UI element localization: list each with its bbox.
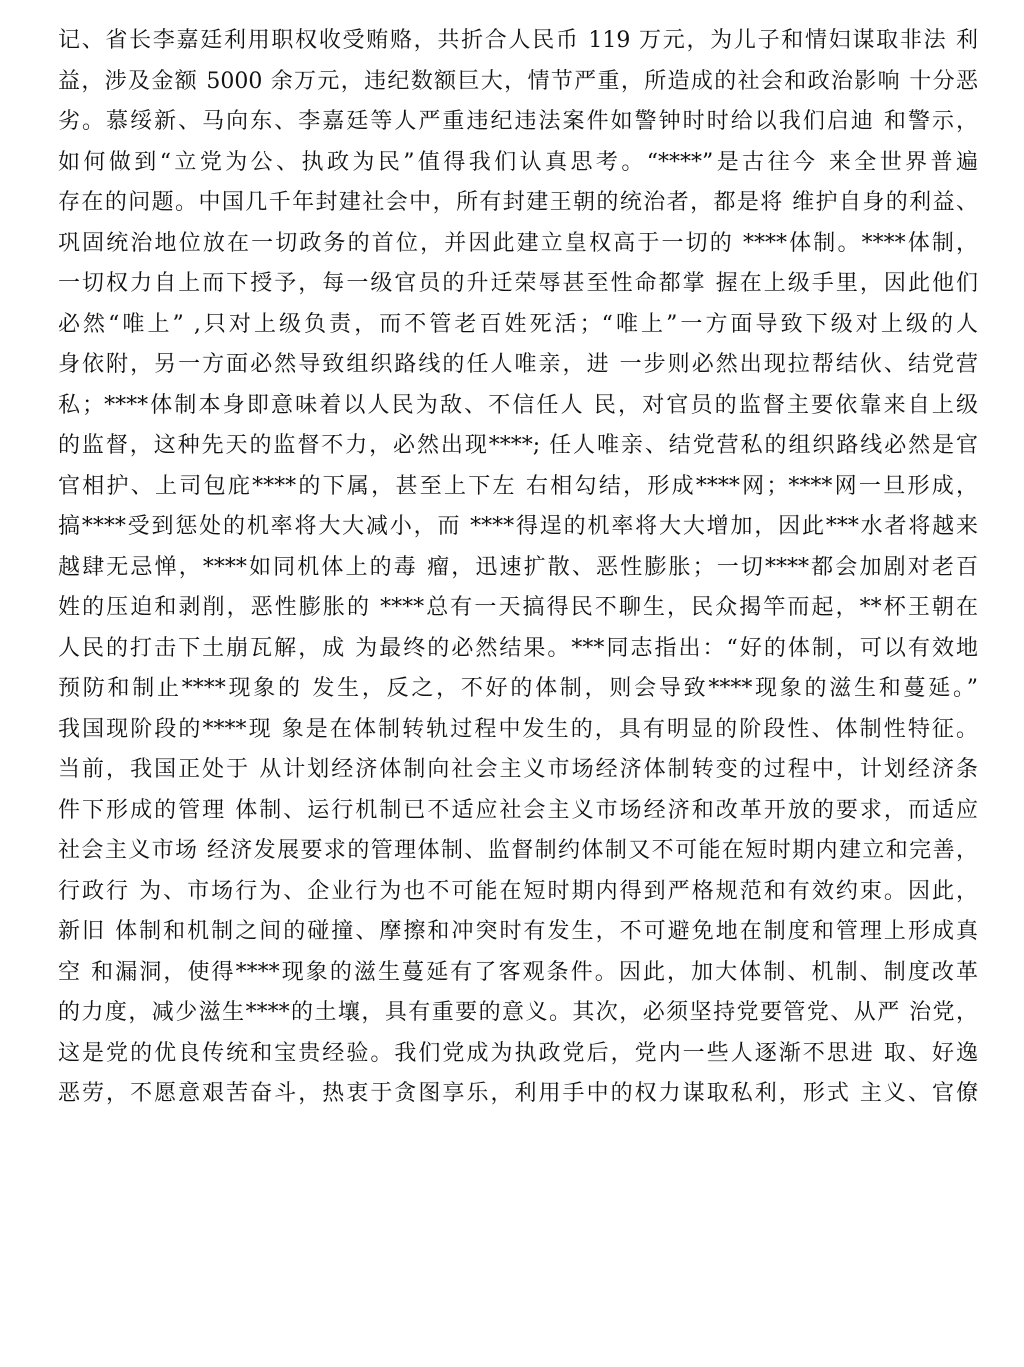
- text-line: 这是党的优良传统和宝贵经验。我们党成为执政党后，党内一些人逐渐不思进 取、好逸: [58, 1040, 978, 1066]
- text-line: 新旧 体制和机制之间的碰撞、摩擦和冲突时有发生，不可避免地在制度和管理上形成真: [58, 919, 978, 944]
- text-line: 记、省长李嘉廷利用职权收受贿赂，共折合人民币 119 万元，为儿子和情妇谋取非法 利: [58, 28, 978, 53]
- text-line: 巩固统治地位放在一切政务的首位，并因此建立皇权高于一切的 ****体制。****体制，: [58, 230, 978, 256]
- text-line: 身依附，另一方面必然导致组织路线的任人唯亲，进 一步则必然出现拉帮结伙、结党营: [58, 352, 978, 377]
- text-line: 一切权力自上而下授予，每一级官员的升迁荣辱甚至性命都掌 握在上级手里，因此他们: [58, 271, 978, 296]
- text-line: 我国现阶段的****现 象是在体制转轨过程中发生的，具有明显的阶段性、体制性特征。: [58, 716, 978, 742]
- text-line: 的力度，减少滋生****的土壤，具有重要的意义。其次，必须坚持党要管党、从严 治党，: [58, 1000, 978, 1025]
- text-line: 越肆无忌惮，****如同机体上的毒 瘤，迅速扩散、恶性膨胀；一切****都会加剧对老百: [58, 554, 978, 580]
- text-line: 恶劳，不愿意艰苦奋斗，热衷于贪图享乐，利用手中的权力谋取私利，形式 主义、官僚: [58, 1081, 978, 1106]
- body-text: [58, 21, 978, 1115]
- text-line: 存在的问题。中国几千年封建社会中，所有封建王朝的统治者，都是将 维护自身的利益、: [58, 190, 978, 215]
- text-line: 益，涉及金额 5000 余万元，违纪数额巨大，情节严重，所造成的社会和政治影响 十分恶: [58, 68, 978, 94]
- text-line: 行政行 为、市场行为、企业行为也不可能在短时期内得到严格规范和有效约束。因此，: [58, 878, 978, 904]
- text-line: 私；****体制本身即意味着以人民为敌、不信任人 民，对官员的监督主要依靠来自上级: [58, 392, 978, 418]
- text-line: 当前，我国正处于 从计划经济体制向社会主义市场经济体制转变的过程中，计划经济条: [58, 757, 978, 782]
- text-line: 的监督，这种先天的监督不力，必然出现****; 任人唯亲、结党营私的组织路线必然是官: [58, 433, 978, 458]
- text-line: 预防和制止****现象的 发生，反之，不好的体制，则会导致****现象的滋生和蔓延。”: [58, 676, 978, 701]
- text-line: 人民的打击下土崩瓦解，成 为最终的必然结果。***同志指出：“好的体制，可以有效地: [58, 635, 978, 661]
- text-line: 劣。慕绥新、马向东、李嘉廷等人严重违纪违法案件如警钟时时给以我们启迪 和警示，: [58, 109, 978, 134]
- text-line: 搞****受到惩处的机率将大大减小，而 ****得逞的机率将大大增加，因此***水者将越来: [58, 514, 978, 539]
- text-line: 必然“唯上” ,只对上级负责，而不管老百姓死活；“唯上”一方面导致下级对上级的人: [58, 311, 978, 337]
- text-line: 社会主义市场 经济发展要求的管理体制、监督制约体制又不可能在短时期内建立和完善，: [58, 838, 978, 863]
- text-line: 如何做到“立党为公、执政为民”值得我们认真思考。“****”是古往今 来全世界普遍: [58, 149, 978, 175]
- text-line: 姓的压迫和剥削，恶性膨胀的 ****总有一天搞得民不聊生，民众揭竿而起，**杯王朝在: [58, 595, 978, 620]
- text-line: 官相护、上司包庇****的下属，甚至上下左 右相勾结，形成****网；****网一旦形成，: [58, 473, 978, 499]
- text-line: 空 和漏洞，使得****现象的滋生蔓延有了客观条件。因此，加大体制、机制、制度改革: [58, 959, 978, 985]
- text-line: 件下形成的管理 体制、运行机制已不适应社会主义市场经济和改革开放的要求，而适应: [58, 797, 978, 823]
